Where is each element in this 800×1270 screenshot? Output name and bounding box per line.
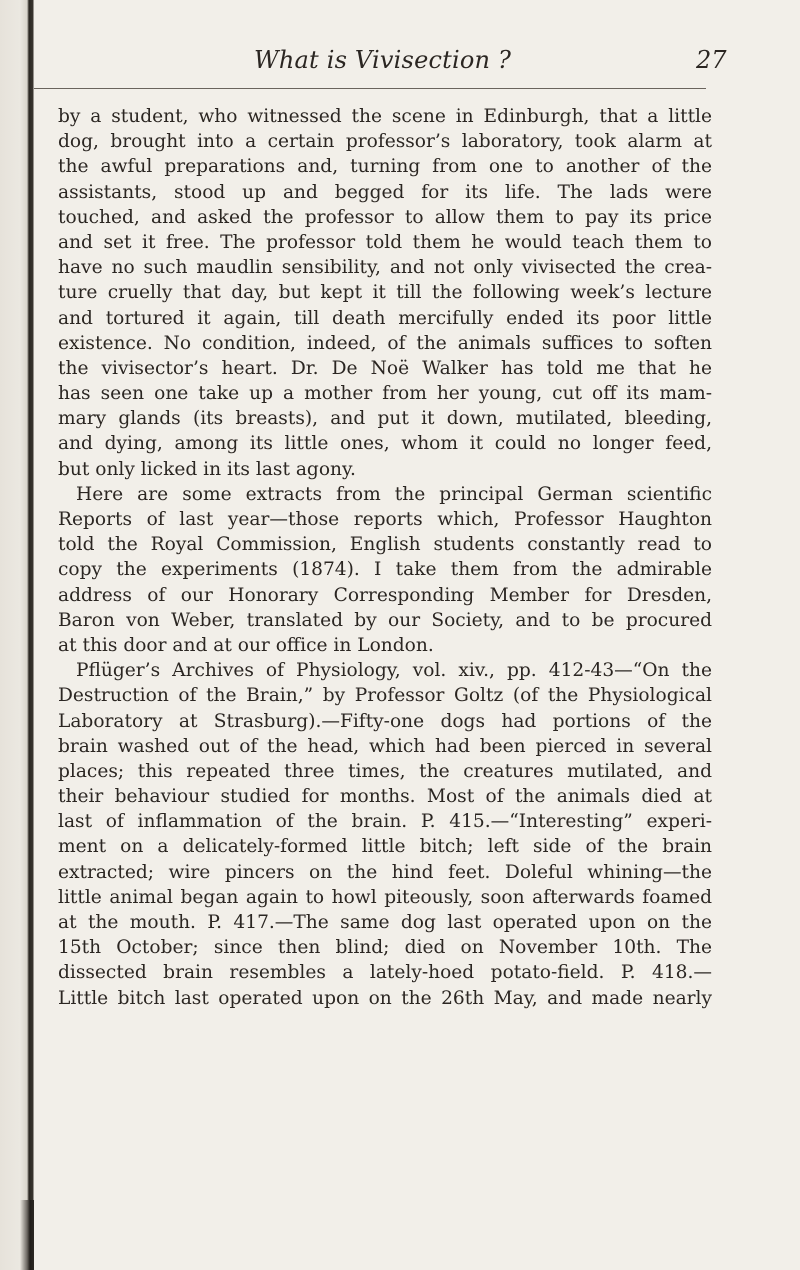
text-line: places; this repeated three times, the creatures mutilated, and (58, 760, 712, 782)
body-text (58, 104, 712, 1011)
text-line: Little bitch last operated upon on the 26th May, and made nearly (58, 987, 712, 1009)
text-line: little animal began again to howl piteously, soon afterwards foamed (58, 886, 712, 908)
header-rule (34, 88, 706, 89)
text-line: Reports of last year—those reports which, Professor Haughton (58, 509, 712, 530)
text-line: dog, brought into a certain professor’s laboratory, took alarm at (58, 131, 712, 153)
text-line: and tortured it again, till death mercifully ended its poor little (58, 307, 712, 329)
text-line: address of our Honorary Corresponding Member for Dresden, (58, 584, 712, 606)
text-line: Laboratory at Strasburg).—Fifty-one dogs had portions of the (58, 710, 712, 732)
text-line: the awful preparations and, turning from one to another of the (58, 156, 712, 178)
text-line: ment on a delicately-formed little bitch; left side of the brain (58, 836, 712, 858)
book-gutter (0, 0, 34, 1270)
text-line: brain washed out of the head, which had been pierced in several (58, 735, 712, 757)
text-line: has seen one take up a mother from her young, cut off its mam- (58, 383, 712, 405)
text-line: Baron von Weber, translated by our Society, and to be procured (58, 609, 712, 631)
text-line: extracted; wire pincers on the hind feet. Doleful whining—the (58, 861, 712, 883)
text-line: at the mouth. P. 417.—The same dog last operated upon on the (58, 912, 712, 933)
text-line: assistants, stood up and begged for its life. The lads were (58, 181, 712, 203)
text-line: dissected brain resembles a lately-hoed potato-field. P. 418.— (58, 962, 712, 984)
text-line: by a student, who witnessed the scene in Edinburgh, that a little (58, 106, 712, 127)
text-line: their behaviour studied for months. Most of the animals died at (58, 786, 712, 808)
text-line: have no such maudlin sensibility, and not only vivisected the crea- (58, 257, 712, 279)
text-line: but only licked in its last agony. (58, 458, 356, 480)
running-head: What is Vivisection ? (254, 46, 512, 74)
text-line: 15th October; since then blind; died on November 10th. The (58, 937, 712, 959)
book-gutter-shadow (0, 1200, 34, 1270)
text-line: Pflüger’s Archives of Physiology, vol. xiv., pp. 412-43—“On the (76, 660, 712, 682)
text-line: at this door and at our office in London. (58, 634, 434, 656)
text-line: and dying, among its little ones, whom it could no longer feed, (58, 433, 712, 455)
text-line: touched, and asked the professor to allow them to pay its price (58, 206, 712, 228)
text-line: ture cruelly that day, but kept it till the following week’s lecture (58, 282, 712, 304)
page-header (34, 34, 800, 84)
text-line: told the Royal Commission, English students constantly read to (58, 534, 712, 556)
text-line: Destruction of the Brain,” by Professor Goltz (of the Physiological (58, 685, 712, 707)
text-line: and set it free. The professor told them he would teach them to (58, 231, 712, 253)
text-line: existence. No condition, indeed, of the animals suffices to soften (58, 332, 712, 354)
text-line: copy the experiments (1874). I take them from the admirable (58, 559, 712, 581)
text-line: last of inflammation of the brain. P. 415.—“Interesting” experi- (58, 811, 712, 833)
text-line: the vivisector’s heart. Dr. De Noë Walker has told me that he (58, 357, 712, 379)
page-number: 27 (696, 46, 727, 74)
text-line: mary glands (its breasts), and put it down, mutilated, bleeding, (58, 408, 712, 430)
text-line: Here are some extracts from the principal German scientific (76, 483, 712, 505)
